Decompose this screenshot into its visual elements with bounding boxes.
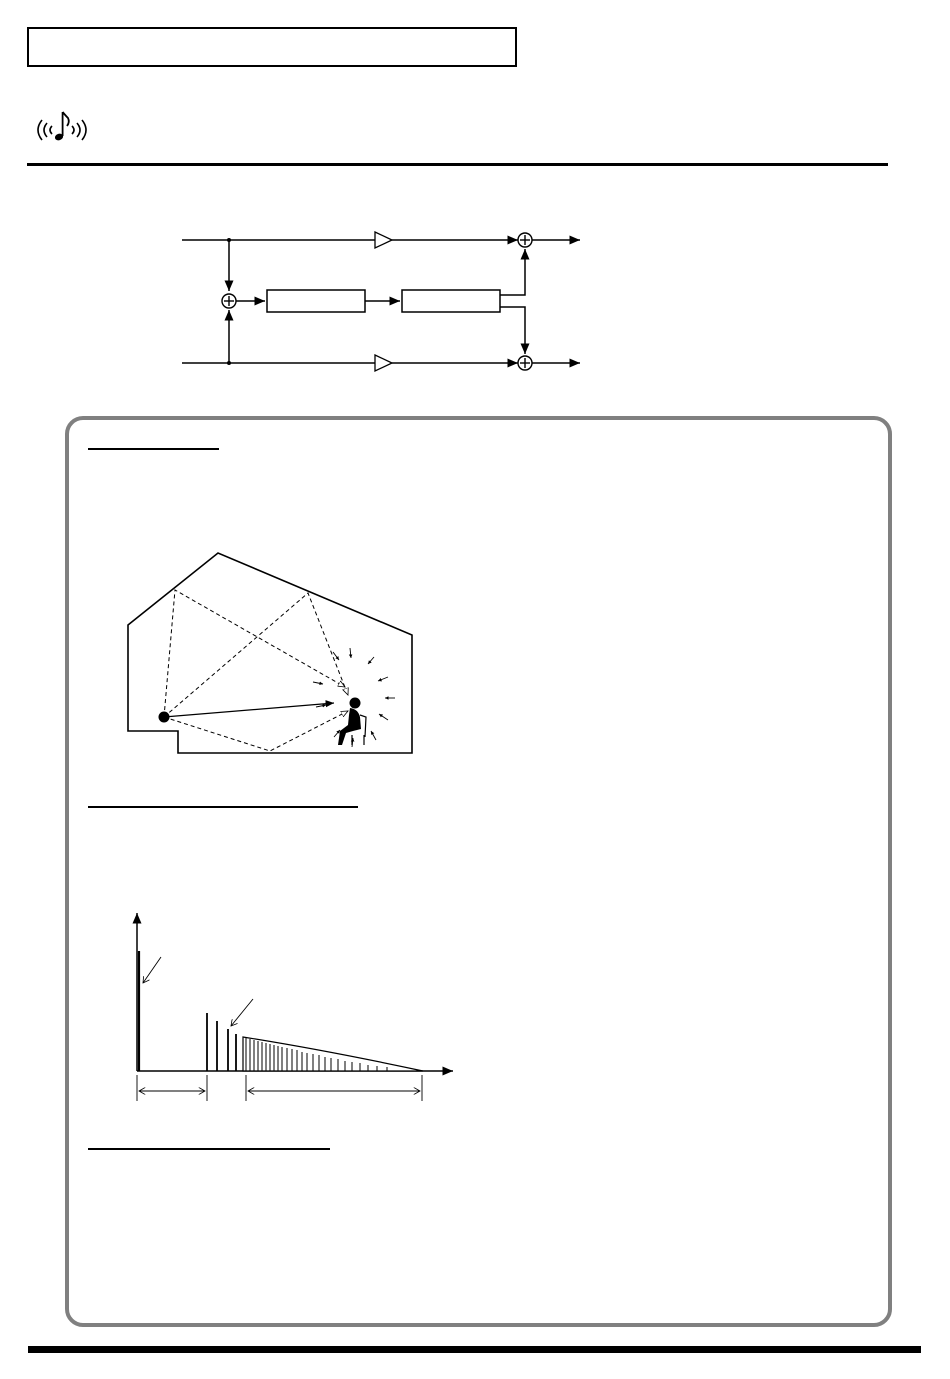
reverb-speaker-note-icon	[32, 106, 92, 154]
reverb-decay-graph	[125, 905, 465, 1105]
panel-heading-2-underline	[88, 806, 358, 808]
footer-rule	[28, 1346, 921, 1353]
hall-reflection-illustration	[120, 545, 420, 760]
header-title-box	[27, 27, 517, 67]
panel-heading-1-underline	[88, 448, 219, 450]
reverb-signal-flow-diagram	[170, 215, 600, 385]
section-rule	[27, 163, 888, 166]
panel-heading-3-underline	[88, 1148, 330, 1150]
